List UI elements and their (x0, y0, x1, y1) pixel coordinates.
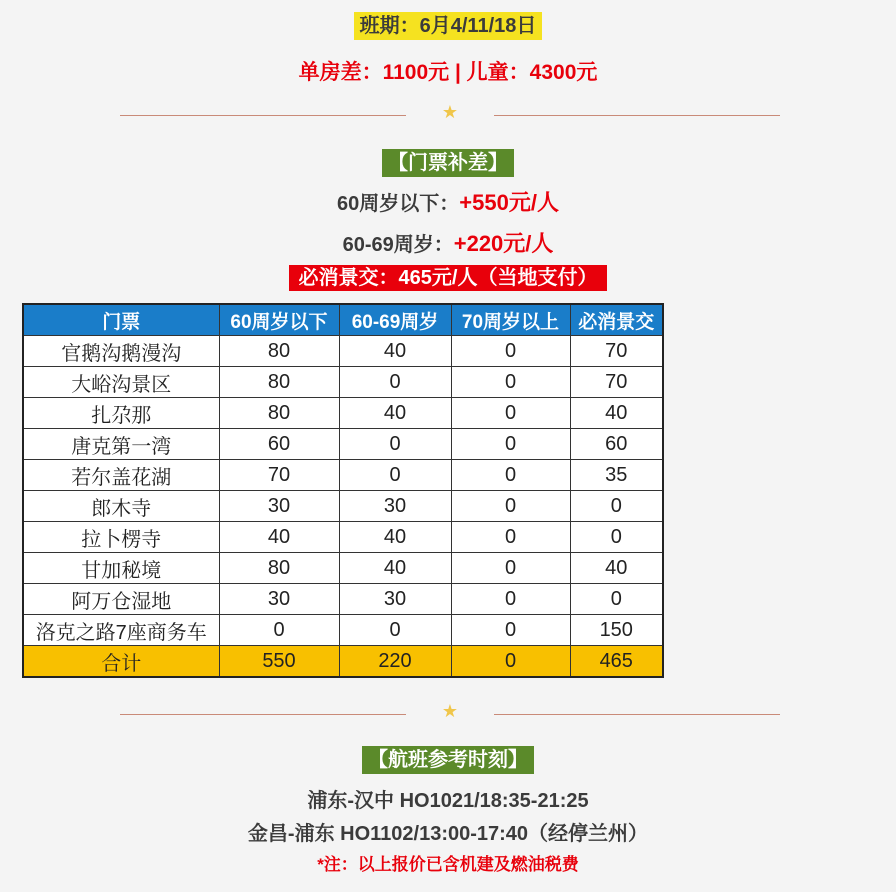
ticket-price-cell: 40 (570, 553, 663, 584)
under60-value: +550元/人 (459, 190, 559, 215)
ticket-price-cell: 60 (570, 429, 663, 460)
ticket-price-cell: 40 (339, 522, 451, 553)
under60-line: 60周岁以下：+550元/人 (337, 190, 559, 215)
ticket-name-cell: 阿万仓湿地 (23, 584, 219, 615)
ticket-price-cell: 0 (339, 460, 451, 491)
table-row (23, 491, 663, 522)
ticket-price-cell: 80 (219, 398, 339, 429)
ticket-price-cell: 0 (570, 522, 663, 553)
ticket-price-cell: 30 (339, 584, 451, 615)
table-header-cell: 60周岁以下 (219, 304, 339, 336)
table-header-cell: 60-69周岁 (339, 304, 451, 336)
flight-line-1: 浦东-汉中 HO1021/18:35-21:25 (307, 790, 589, 812)
schedule-text: 班期：6月4/11/18日 (354, 12, 543, 40)
ticket-name-cell: 官鹅沟鹅漫沟 (23, 336, 219, 367)
ticket-price-cell: 0 (570, 584, 663, 615)
divider-top (120, 102, 780, 126)
total-value-cell: 550 (219, 646, 339, 678)
total-value-cell: 0 (451, 646, 570, 678)
divider-bottom (120, 701, 780, 725)
ticket-section-title: 【门票补差】 (0, 149, 896, 177)
ticket-name-cell: 郎木寺 (23, 491, 219, 522)
ticket-price-cell: 0 (451, 491, 570, 522)
ticket-price-cell: 0 (451, 398, 570, 429)
ticket-price-cell: 60 (219, 429, 339, 460)
ticket-price-cell: 0 (451, 615, 570, 646)
ticket-price-cell: 0 (451, 429, 570, 460)
table-total-row (23, 646, 663, 678)
table-row (23, 615, 663, 646)
table-row (23, 553, 663, 584)
flight-section-title: 【航班参考时刻】 (0, 746, 896, 774)
ticket-price-cell: 40 (339, 553, 451, 584)
ticket-price-cell: 0 (451, 460, 570, 491)
ticket-price-cell: 40 (219, 522, 339, 553)
ticket-price-cell: 0 (451, 553, 570, 584)
ticket-price-cell: 30 (219, 491, 339, 522)
flight-line-2: 金昌-浦东 HO1102/13:00-17:40（经停兰州） (247, 823, 649, 845)
ticket-table (22, 303, 664, 678)
mandatory-fee-banner: 必消景交：465元/人（当地支付） (0, 265, 896, 291)
ticket-price-cell: 0 (339, 615, 451, 646)
schedule-banner (0, 12, 896, 40)
ticket-price-cell: 0 (451, 522, 570, 553)
price-line: 单房差：1100元 | 儿童：4300元 (298, 61, 598, 84)
ticket-price-cell: 30 (219, 584, 339, 615)
ticket-price-cell: 40 (339, 336, 451, 367)
ticket-price-cell: 80 (219, 367, 339, 398)
ticket-price-cell: 0 (451, 336, 570, 367)
table-header-cell: 70周岁以上 (451, 304, 570, 336)
price-note: *注：以上报价已含机建及燃油税费 (317, 855, 579, 874)
age60-69-line: 60-69周岁：+220元/人 (342, 231, 554, 256)
ticket-name-cell: 洛克之路7座商务车 (23, 615, 219, 646)
table-row (23, 584, 663, 615)
table-row (23, 398, 663, 429)
ticket-price-cell: 40 (570, 398, 663, 429)
ticket-price-cell: 80 (219, 336, 339, 367)
total-value-cell: 465 (570, 646, 663, 678)
ticket-price-cell: 80 (219, 553, 339, 584)
table-row (23, 522, 663, 553)
ticket-price-cell: 0 (451, 367, 570, 398)
total-value-cell: 220 (339, 646, 451, 678)
table-row (23, 336, 663, 367)
table-header-cell: 必消景交 (570, 304, 663, 336)
table-header-row (23, 304, 663, 336)
ticket-price-cell: 0 (451, 584, 570, 615)
ticket-price-cell: 70 (570, 336, 663, 367)
ticket-price-cell: 70 (219, 460, 339, 491)
ticket-name-cell: 唐克第一湾 (23, 429, 219, 460)
ticket-name-cell: 大峪沟景区 (23, 367, 219, 398)
star-icon: ★ (441, 701, 459, 721)
ticket-price-cell: 0 (339, 429, 451, 460)
table-row (23, 367, 663, 398)
ticket-price-cell: 70 (570, 367, 663, 398)
ticket-price-cell: 150 (570, 615, 663, 646)
ticket-price-cell: 0 (219, 615, 339, 646)
table-header-cell: 门票 (23, 304, 219, 336)
age60-69-value: +220元/人 (453, 231, 554, 256)
ticket-price-cell: 40 (339, 398, 451, 429)
ticket-price-cell: 0 (339, 367, 451, 398)
ticket-price-cell: 35 (570, 460, 663, 491)
ticket-price-cell: 0 (570, 491, 663, 522)
total-label-cell: 合计 (23, 646, 219, 678)
ticket-name-cell: 拉卜楞寺 (23, 522, 219, 553)
ticket-price-cell: 30 (339, 491, 451, 522)
star-icon: ★ (441, 102, 459, 122)
table-row (23, 460, 663, 491)
table-row (23, 429, 663, 460)
ticket-name-cell: 扎尕那 (23, 398, 219, 429)
ticket-name-cell: 若尔盖花湖 (23, 460, 219, 491)
ticket-name-cell: 甘加秘境 (23, 553, 219, 584)
